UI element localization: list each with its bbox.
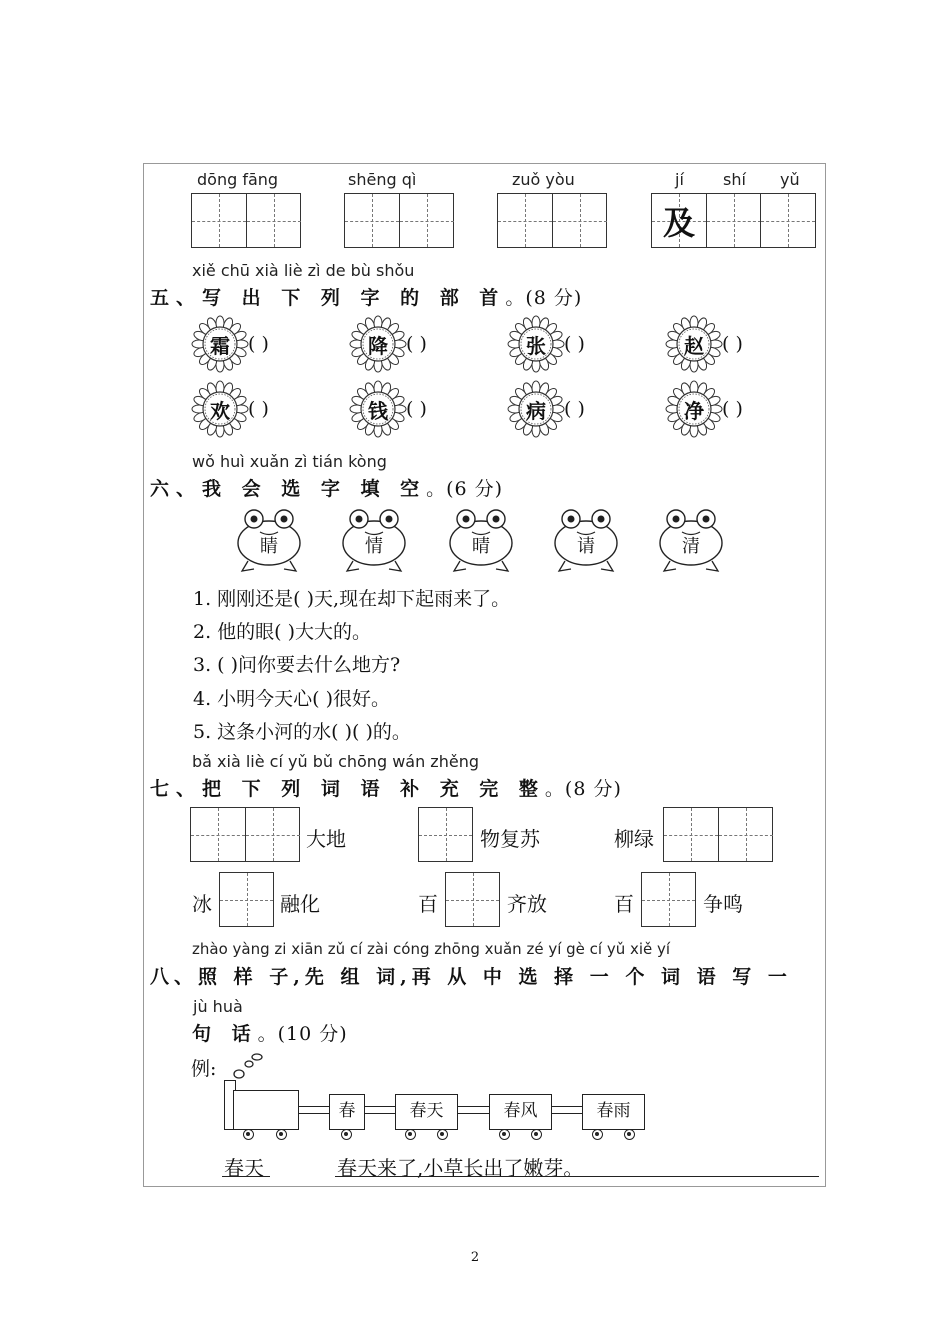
word-bai-1: 百: [418, 892, 438, 916]
word-wufusu: 物复苏: [480, 827, 540, 851]
smoke-icon: [230, 1050, 270, 1080]
wheel-icon: [592, 1129, 603, 1140]
sentence-5: 5. 这条小河的水( )( )的。: [193, 721, 411, 743]
section8-pinyin-2: jù huà: [193, 997, 243, 1016]
sunflower-char-1: [349, 315, 407, 373]
pinyin-zuoyou: zuǒ yòu: [512, 170, 575, 189]
example-answer-word: 春天: [224, 1156, 264, 1180]
wheel-icon: [341, 1129, 352, 1140]
frog-char: 晴: [472, 536, 490, 557]
radical-char: 欢: [210, 399, 230, 423]
sunflower-char-5: [349, 380, 407, 438]
wheel-icon: [499, 1129, 510, 1140]
example-answer-sentence: 春天来了,小草长出了嫩芽。: [337, 1156, 584, 1180]
frog-char: 睛: [260, 536, 278, 557]
wheel-icon: [531, 1129, 542, 1140]
word-bai-2: 百: [614, 892, 634, 916]
section7-pinyin: bǎ xià liè cí yǔ bǔ chōng wán zhěng: [192, 752, 479, 771]
pinyin-yu: yǔ: [780, 170, 800, 189]
writing-grid-jishiyu[interactable]: [651, 193, 816, 248]
fill-grid-dadi[interactable]: [190, 807, 300, 862]
train-car-2: 春天: [395, 1094, 458, 1130]
wheel-icon: [405, 1129, 416, 1140]
frog-char-2: [446, 505, 516, 577]
radical-answer-blank[interactable]: ( ): [564, 333, 585, 355]
sentence-4: 4. 小明今天心( )很好。: [193, 688, 391, 710]
train-car-1: 春: [329, 1094, 365, 1130]
example-label: 例:: [191, 1058, 217, 1080]
sunflower-char-3: [665, 315, 723, 373]
answer-line[interactable]: [335, 1176, 819, 1177]
sunflower-char-2: [507, 315, 565, 373]
section8-pinyin-1: zhào yàng zi xiān zǔ cí zài cóng zhōng xuǎn zé yí gè cí yǔ xiě yí: [192, 940, 671, 958]
word-liulv: 柳绿: [614, 827, 654, 851]
sunflower-char-4: [191, 380, 249, 438]
filled-char-ji: 及: [662, 203, 695, 242]
sentence-3: 3. ( )问你要去什么地方?: [193, 654, 401, 676]
coupling: [299, 1106, 329, 1114]
word-dadi: 大地: [306, 827, 346, 851]
pinyin-dongfang: dōng fāng: [197, 170, 279, 189]
wheel-icon: [437, 1129, 448, 1140]
radical-answer-blank[interactable]: ( ): [564, 398, 585, 420]
coupling: [458, 1106, 489, 1114]
word-zhengming: 争鸣: [703, 892, 743, 916]
frog-char: 清: [682, 536, 700, 557]
fill-grid-bing[interactable]: [219, 872, 274, 927]
fill-grid-liulv[interactable]: [663, 807, 773, 862]
pinyin-shengqi: shēng qì: [348, 170, 417, 189]
radical-answer-blank[interactable]: ( ): [722, 333, 743, 355]
page-number: 2: [470, 1250, 480, 1265]
writing-grid-zuoyou[interactable]: [497, 193, 607, 248]
frog-char: 请: [577, 536, 595, 557]
train-car-4: 春雨: [582, 1094, 645, 1130]
writing-grid-shengqi[interactable]: [344, 193, 454, 248]
pinyin-ji: jí: [675, 170, 684, 189]
radical-char: 钱: [368, 399, 388, 423]
radical-char: 病: [526, 399, 546, 423]
frog-char-0: [234, 505, 304, 577]
section8-title-1: 八、照 样 子,先 组 词,再 从 中 选 择 一 个 词 语 写 一: [150, 966, 792, 988]
coupling: [365, 1106, 395, 1114]
wheel-icon: [243, 1129, 254, 1140]
section5-title: 五、写 出 下 列 字 的 部 首。(8 分): [150, 287, 583, 309]
radical-answer-blank[interactable]: ( ): [248, 333, 269, 355]
wheel-icon: [276, 1129, 287, 1140]
word-ronghua: 融化: [280, 892, 320, 916]
radical-answer-blank[interactable]: ( ): [406, 398, 427, 420]
radical-char: 赵: [684, 334, 704, 358]
section5-pinyin: xiě chū xià liè zì de bù shǒu: [192, 261, 415, 280]
radical-char: 降: [368, 334, 388, 358]
fill-grid-baijia[interactable]: [641, 872, 696, 927]
sunflower-char-6: [507, 380, 565, 438]
radical-answer-blank[interactable]: ( ): [248, 398, 269, 420]
sunflower-char-7: [665, 380, 723, 438]
fill-grid-baihua[interactable]: [445, 872, 500, 927]
sentence-2: 2. 他的眼( )大大的。: [193, 621, 372, 643]
radical-char: 霜: [210, 334, 230, 358]
frog-char-3: [551, 505, 621, 577]
radical-char: 净: [684, 399, 704, 423]
wheel-icon: [624, 1129, 635, 1140]
radical-answer-blank[interactable]: ( ): [722, 398, 743, 420]
sunflower-char-0: [191, 315, 249, 373]
frog-char: 情: [365, 536, 383, 557]
underline: [222, 1176, 270, 1177]
word-qifang: 齐放: [507, 892, 547, 916]
writing-grid-dongfang[interactable]: [191, 193, 301, 248]
section7-title: 七、把 下 列 词 语 补 充 完 整。(8 分): [150, 778, 622, 800]
radical-answer-blank[interactable]: ( ): [406, 333, 427, 355]
section8-title-2: 句 话。(10 分): [192, 1023, 348, 1045]
word-bing: 冰: [192, 892, 212, 916]
radical-char: 张: [526, 334, 546, 358]
section6-pinyin: wǒ huì xuǎn zì tián kòng: [192, 452, 387, 471]
frog-char-4: [656, 505, 726, 577]
section6-title: 六、我 会 选 字 填 空。(6 分): [150, 478, 504, 500]
frog-char-1: [339, 505, 409, 577]
coupling: [552, 1106, 582, 1114]
train-car-3: 春风: [489, 1094, 552, 1130]
sentence-1: 1. 刚刚还是( )天,现在却下起雨来了。: [193, 588, 511, 610]
locomotive: [233, 1090, 299, 1130]
fill-grid-wanwu[interactable]: [418, 807, 473, 862]
pinyin-shi: shí: [723, 170, 746, 189]
